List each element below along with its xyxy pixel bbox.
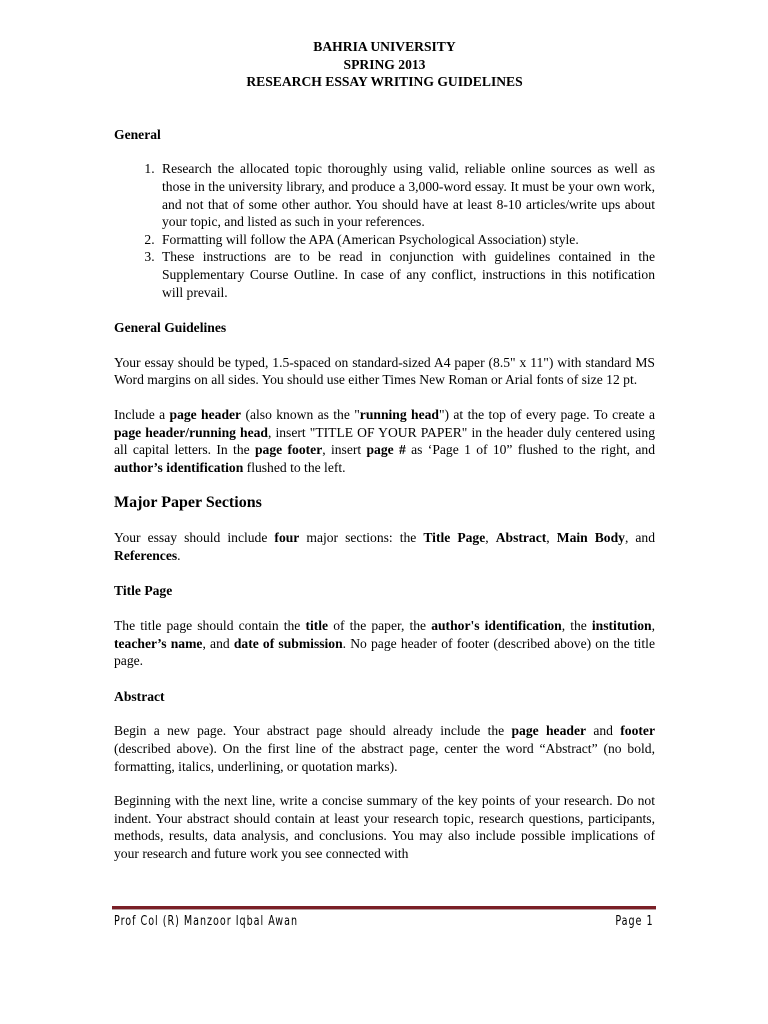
list-item: 2. Formatting will follow the APA (American Psychological Association) style. xyxy=(158,231,655,249)
footer-author: Prof Col (R) Manzoor Iqbal Awan xyxy=(114,914,299,929)
section-heading-title-page: Title Page xyxy=(114,583,173,599)
section-heading-abstract: Abstract xyxy=(114,688,165,704)
paragraph-abstract-summary: Beginning with the next line, write a concise summary of the key points of your research. Do not indent. Your abstract should contain at least your research topic, research questions, participants, methods, results, data analysis, and conclusions. You may also include possible implications of your research and future work you see connected with xyxy=(114,793,655,861)
paragraph-header-footer: Include a page header (also known as the "running head") at the top of every page. To create a page header/running head, insert "TITLE OF YOUR PAPER" in the header duly centered using all capital letters. In the page footer, insert page # as ‘Page 1 of 10” flushed to the right, and author’s identification flushed to the left. xyxy=(114,406,656,475)
footer-page-number: Page 1 xyxy=(615,914,654,929)
list-item: 3. These instructions are to be read in conjunction with guidelines contained in the Supplementary Course Outline. In case of any conflict, instructions in this notification will prevail. xyxy=(158,248,655,301)
paragraph-title-page: The title page should contain the title of the paper, the author's identification, the institution, teacher’s name, and date of submission. No page header of footer (described above) on the title page. xyxy=(114,618,655,669)
document-title: RESEARCH ESSAY WRITING GUIDELINES xyxy=(246,74,523,90)
page-footer xyxy=(114,914,654,929)
section-heading-general-guidelines: General Guidelines xyxy=(114,320,227,336)
footer-divider xyxy=(112,906,656,910)
document-page xyxy=(114,38,655,863)
list-item: 1. Research the allocated topic thoroughly using valid, reliable online sources as well as those in the university library, and produce a 3,000-word essay. It must be your own work, and not that of some other author. You should have at least 8-10 articles/write ups about your topic, and listed as such in your references. xyxy=(158,160,655,230)
section-heading-general: General xyxy=(114,126,161,142)
paragraph-formatting: Your essay should be typed, 1.5-spaced on standard-sized A4 paper (8.5" x 11") with standard MS Word margins on all sides. You should use either Times New Roman or Arial fonts of size 12 pt. xyxy=(114,354,655,388)
semester: SPRING 2013 xyxy=(343,56,426,72)
paragraph-abstract-page: Begin a new page. Your abstract page should already include the page header and footer (described above). On the first line of the abstract page, center the word “Abstract” (no bold, formatting, italics, underlining, or quotation marks). xyxy=(114,723,655,774)
general-list xyxy=(114,160,655,301)
section-heading-major-paper-sections: Major Paper Sections xyxy=(114,494,262,512)
university-name: BAHRIA UNIVERSITY xyxy=(313,39,456,54)
paragraph-major-sections: Your essay should include four major sections: the Title Page, Abstract, Main Body, and References. xyxy=(114,530,656,563)
